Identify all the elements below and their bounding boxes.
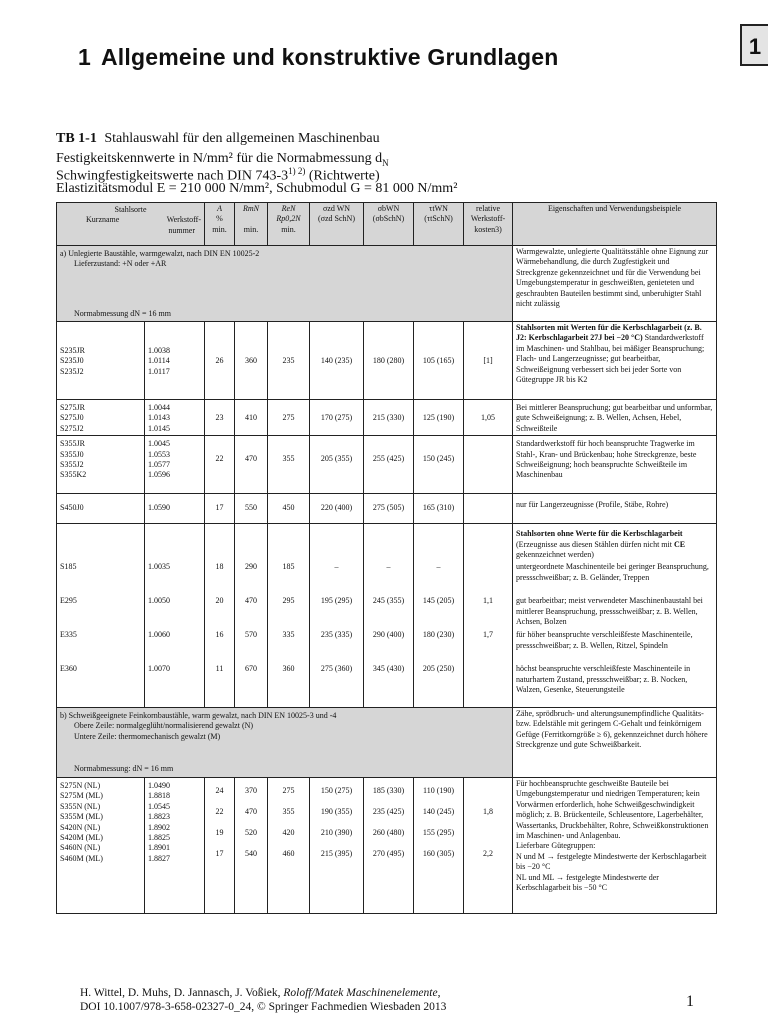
chapter-number: 1: [78, 44, 91, 70]
footer-citation: H. Wittel, D. Muhs, D. Jannasch, J. Voßiek, Roloff/Matek Maschinenelemente, DOI 10.1007/978-3-658-02327-0_24, © Springer Fachmedien Wiesbaden 2013: [80, 987, 447, 1013]
group-s275: S275JR S275J0 S275J2 1.0044 1.0143 1.0145 23 410 275 170 (275) 215 (330) 125 (190) 1,05 Bei mittlerer Beanspruchung; gut bearbeitbar und unformbar, gute Schweißeignung; z. B. Wellen, Achsen, Hebel, Schweißteile: [57, 400, 717, 436]
row-e335: E335 1.0060 16 570 335 235 (335) 290 (400) 180 (230) 1,7 für höher beanspruchte verschleißfeste Maschinenteile, pressschweißbar; z. B. Wellen, Ritzel, Spindeln: [57, 629, 717, 663]
row-s185: S185 1.0035 18 290 185 – – – untergeordnete Maschinenteile bei geringer Beanspruchung, pressschweißbar; z. B. Geländer, Treppen: [57, 561, 717, 595]
group-s450: S450J0 1.0590 17 550 450 220 (400) 275 (505) 165 (310) nur für Langerzeugnisse (Profile, Stäbe, Rohre): [57, 494, 717, 524]
ohne-header-row: [57, 524, 717, 562]
group-s275-desc: Bei mittlerer Beanspruchung; gut bearbeitbar und unformbar, gute Schweißeignung; z. B. Wellen, Achsen, Hebel, Schweißteile: [513, 400, 717, 436]
band-a: [57, 246, 717, 322]
page-number: 1: [686, 993, 694, 1010]
band-b-desc: Zähe, sprödbruch- und alterungsunempfindliche Qualitäts- bzw. Edelstähle mit geringem C-Gehalt und feinkörnigem Gefüge (Ferritkorngröße ≥ 6), gekennzeichnet durch höhere Streckgrenze und gute Schweißbarkeit.: [513, 707, 717, 777]
header-rm: RmN min.: [235, 203, 268, 246]
header-szd: σzd WN (σzd SchN): [310, 203, 364, 246]
row-e360: E360 1.0070 11 670 360 275 (360) 345 (430) 205 (250) höchst beanspruchte verschleißfeste Maschinenteile in naturhartem Zustand, pressschweißbar; z. B. Nocken, Walzen, Gesenke, Steuerungsteile: [57, 663, 717, 707]
group-feinkorn-desc: Für hochbeanspruchte geschweißte Bauteile bei Umgebungstemperatur und niedrigen Temperaturen; kein Vorwärmen erforderlich, hohe Schweißgeschwindigkeit möglich; z. B. Brückenteile, Schleusentore, Lagerbehälter, Wassertanks, Druckbehälter, Rohre, Schweißkonstruktionen im Maschinen- und Anlagenbau. Lieferbare Gütegruppen: N und M → festgelegte Mindestwerte der Kerbschlagarbeit bis −20 °C NL und ML → festgelegte Mindestwerte der Kerbschlagarbeit bis −50 °C: [513, 777, 717, 913]
subtitle-moduli: Elastizitätsmodul E = 210 000 N/mm², Schubmodul G = 81 000 N/mm²: [56, 181, 458, 196]
chapter-title-text: Allgemeine und konstruktive Grundlagen: [101, 44, 559, 70]
table-caption: [56, 131, 380, 147]
header-sbw: σbWN (σbSchN): [364, 203, 414, 246]
header-eig: Eigenschaften und Verwendungsbeispiele: [513, 203, 717, 246]
ohne-desc: Stahlsorten ohne Werte für die Kerbschlagarbeit (Erzeugnisse aus diesen Stählen dürfen nicht mit CE gekennzeichnet werden): [513, 524, 717, 562]
subtitle-fatigue: Schwingfestigkeitswerte nach DIN $743-3^{1) 2)}$ (Richtwerte): [56, 166, 380, 184]
group-s450-desc: nur für Langerzeugnisse (Profile, Stäbe, Rohre): [513, 494, 717, 524]
band-b: [57, 707, 717, 777]
header-stahlsorte: Stahlsorte Kurzname Werkstoff- nummer: [57, 203, 205, 246]
header-tt: τtWN (τtSchN): [414, 203, 464, 246]
band-b-text: b) Schweißgeeignete Feinkornbaustähle, warm gewalzt, nach DIN EN 10025-3 und -4 Obere Zeile: normalgeglüht/normalisierend gewalzt (N) Untere Zeile: thermomechanisch gewalzt (M) Normabmessung: dN = 16 mm: [57, 707, 513, 777]
table-caption-label: TB 1-1: [56, 131, 97, 146]
header-rel: relative Werkstoff- kosten3): [464, 203, 513, 246]
group-s355-desc: Standardwerkstoff für hoch beanspruchte Tragwerke im Stahl-, Kran- und Brückenbau; hohe Streckgrenze, beste Schweißeignung; hoch beanspruchte Schweißteile im Maschinenbau: [513, 436, 717, 494]
group-feinkorn: S275N (NL) S275M (ML) S355N (NL) S355M (ML) S420N (NL) S420M (ML) S460N (NL) S460M (ML) 1.0490 1.8818 1.0545 1.8823 1.8902 1.8825 1.8901 1.8827 24 22 19 17 370 470 520 540 275 355 420 460 150 (275) 190 (355) 210 (390) 215 (395) 185 (330) 235 (425) 260 (480) 270 (495) 110 (190) 140 (245) 155 (295) 160 (305) 1,8 2,2 Für hochbeanspruchte geschweißte Bauteile bei Umgebungstemperatur und niedrigen Temperaturen; kein Vorwärmen erforderlich, hohe Schweißgeschwindigkeit möglich; z. B. Brückenteile, Schleusentore, Lagerbehälter, Wassertanks, Druckbehälter, Rohre, Schweißkonstruktionen im Maschinen- und Anlagenbau. Lieferbare Gütegruppen: N und M → festgelegte Mindestwerte der Kerbschlagarbeit bis −20 °C NL und ML → festgelegte Mindestwerte der Kerbschlagarbeit bis −50 °C: [57, 777, 717, 913]
table-header: [57, 203, 717, 246]
chapter-title: [78, 44, 558, 71]
row-e295: E295 1.0050 20 470 295 195 (295) 245 (355) 145 (205) 1,1 gut bearbeitbar; meist verwendeter Maschinenbaustahl bei mittlerer Beanspruchung, pressschweißbar; z. B. Wellen, Achsen, Bolzen: [57, 595, 717, 629]
group-s235: S235JR S235J0 S235J2 1.0038 1.0114 1.0117 26 360 235 140 (235) 180 (280) 105 (165) [1] Stahlsorten mit Werten für die Kerbschlagarbeit (z. B. J2: Kerbschlagarbeit 27J bei −20 °C) Standardwerkstoff im Maschinen- und Stahlbau, bei mäßiger Beanspruchung; Flach- und Langerzeugnisse; gut bearbeitbar, Schweißeignung verbessert sich bei jeder Sorte von Gütegruppe JR bis K2: [57, 322, 717, 400]
group-s355: S355JR S355J0 S355J2 S355K2 1.0045 1.0553 1.0577 1.0596 22 470 355 205 (355) 255 (425) 150 (245) Standardwerkstoff für hoch beanspruchte Tragwerke im Stahl-, Kran- und Brückenbau; hohe Streckgrenze, beste Schweißeignung; hoch beanspruchte Schweißteile im Maschinenbau: [57, 436, 717, 494]
header-a: A % min.: [205, 203, 235, 246]
header-re: ReN Rp0,2N min.: [268, 203, 310, 246]
chapter-tab: 1: [740, 24, 768, 66]
table-caption-text: Stahlauswahl für den allgemeinen Maschinenbau: [104, 131, 380, 146]
subtitle-strength: Festigkeitskennwerte in N/mm² für die Normabmessung $d_N$: [56, 151, 389, 168]
steel-table: [56, 202, 717, 914]
band-a-text: a) Unlegierte Baustähle, warmgewalzt, nach DIN EN 10025-2 Lieferzustand: +N oder +AR Normabmessung dN = 16 mm: [57, 246, 513, 322]
group-s235-desc: Stahlsorten mit Werten für die Kerbschlagarbeit (z. B. J2: Kerbschlagarbeit 27J bei −20 °C) Standardwerkstoff im Maschinen- und Stahlbau, bei mäßiger Beanspruchung; Flach- und Langerzeugnisse; gut bearbeitbar, Schweißeignung verbessert sich bei jeder Sorte von Gütegruppe JR bis K2: [513, 322, 717, 400]
band-a-desc: Warmgewalzte, unlegierte Qualitätsstähle ohne Eignung zur Wärmebehandlung, die durch Zugfestigkeit und Streckgrenze gekennzeichnet und für die Verwendung bei Umgebungstemperatur in geschweißten, genieteten und geschraubten Bauteilen bestimmt sind, unberuhigter Stahl nicht zulässig: [513, 246, 717, 322]
